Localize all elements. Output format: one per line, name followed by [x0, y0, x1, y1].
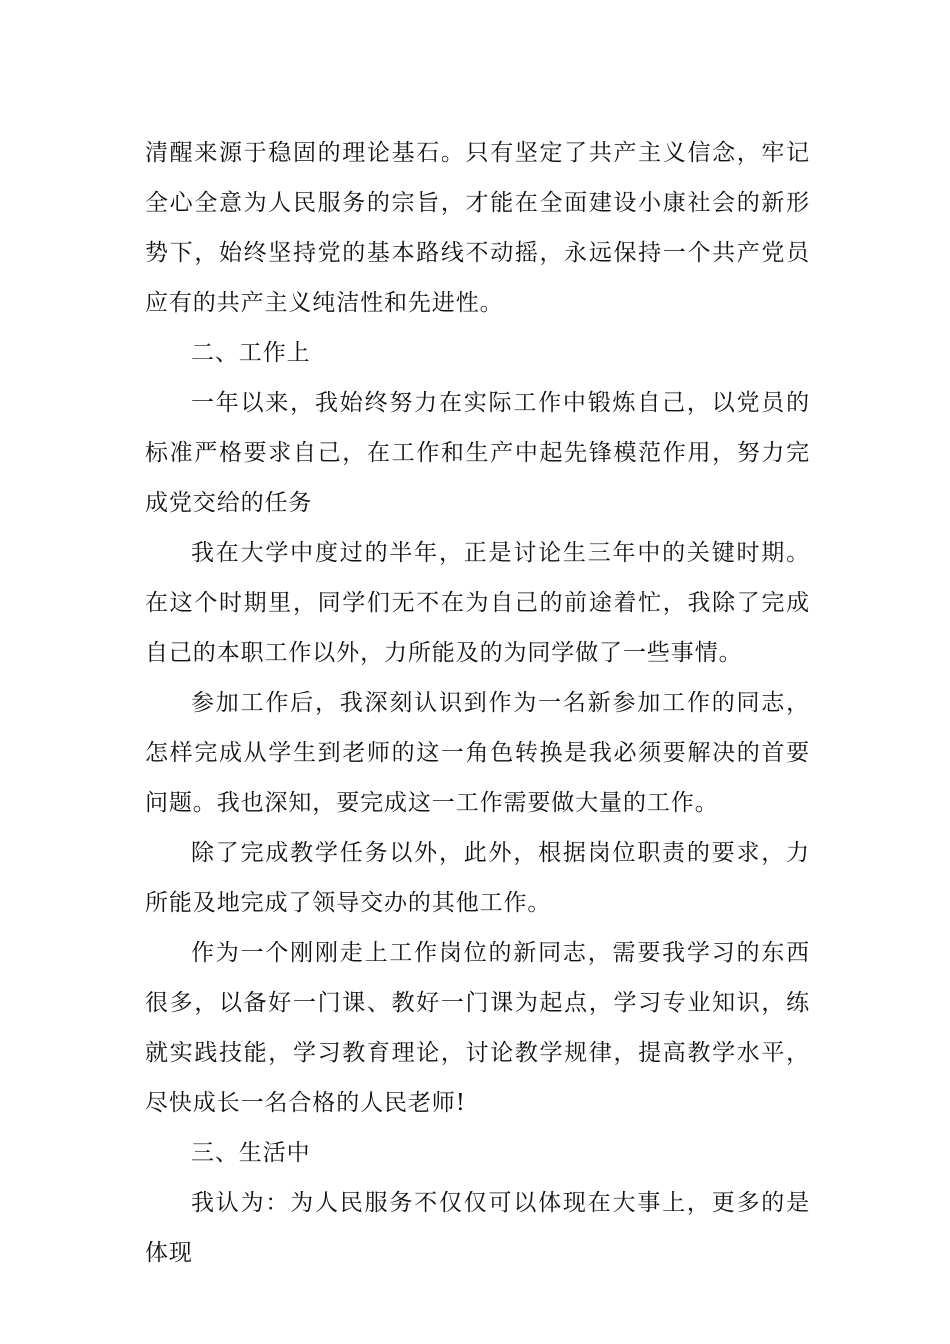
document-body: [145, 128, 810, 1278]
paragraph-continuation: 清醒来源于稳固的理论基石。只有坚定了共产主义信念，牢记全心全意为人民服务的宗旨，才能在全面建设小康社会的新形势下，始终坚持党的基本路线不动摇，永远保持一个共产党员应有的共产主义纯洁性和先进性。: [145, 140, 810, 316]
paragraph-work-year: 一年以来，我始终努力在实际工作中锻炼自己，以党员的标准严格要求自己，在工作和生产中起先锋模范作用，努力完成党交给的任务: [145, 390, 810, 516]
section-heading-life: 三、生活中: [191, 1140, 311, 1166]
paragraph-life: 我认为：为人民服务不仅仅可以体现在大事上，更多的是体现: [145, 1190, 810, 1266]
paragraph-new-comrade: 作为一个刚刚走上工作岗位的新同志，需要我学习的东西很多，以备好一门课、教好一门课为起点，学习专业知识，练就实践技能，学习教育理论，讨论教学规律，提高教学水平，尽快成长一名合格的人民老师!: [145, 940, 810, 1116]
paragraph-university: 我在大学中度过的半年，正是讨论生三年中的关键时期。在这个时期里，同学们无不在为自己的前途着忙，我除了完成自己的本职工作以外，力所能及的为同学做了一些事情。: [145, 540, 810, 666]
section-heading-work: 二、工作上: [191, 340, 311, 366]
paragraph-teaching-tasks: 除了完成教学任务以外，此外，根据岗位职责的要求，力所能及地完成了领导交办的其他工作。: [145, 840, 810, 916]
paragraph-new-job: 参加工作后，我深刻认识到作为一名新参加工作的同志，怎样完成从学生到老师的这一角色转换是我必须要解决的首要问题。我也深知，要完成这一工作需要做大量的工作。: [145, 690, 810, 816]
